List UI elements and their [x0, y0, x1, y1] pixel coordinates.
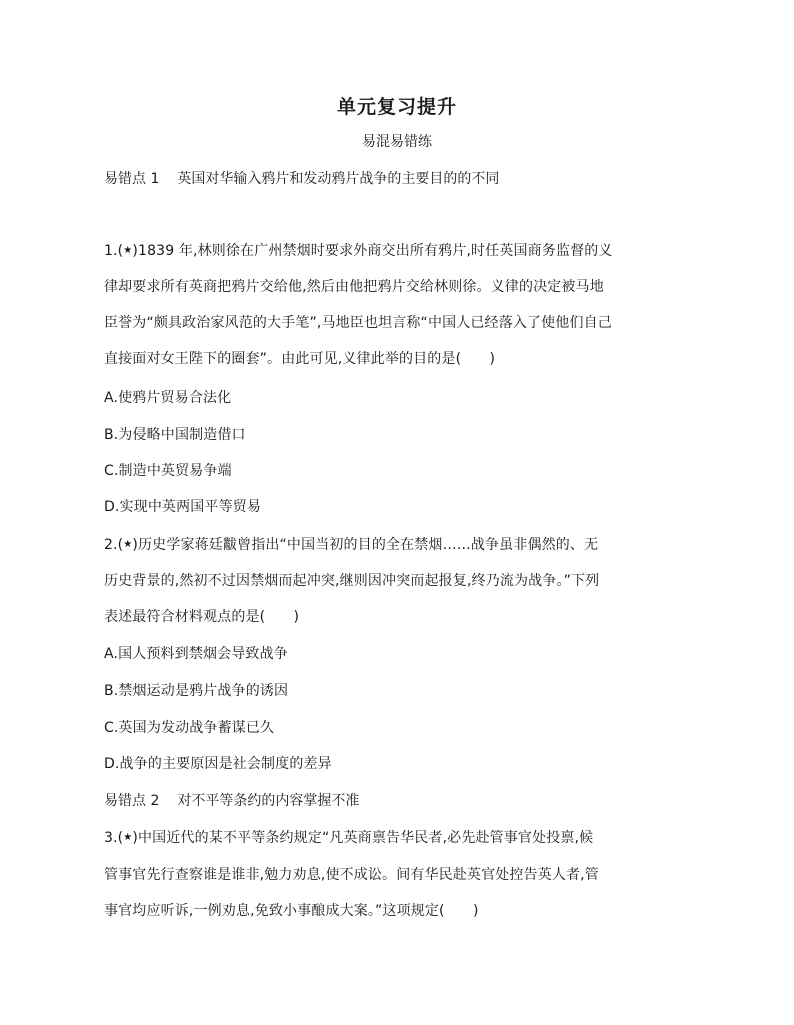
question-stem: )历史学家蒋廷黻曾指出“中国当初的目的全在禁烟……战争虽非偶然的、无	[132, 537, 599, 553]
question-2-line-2: 历史背景的,然初不过因禁烟而起冲突,继则因冲突而起报复,终乃流为战争。”下列	[104, 573, 600, 589]
question-2-line-1	[104, 534, 598, 554]
section-label: 易错点 2	[104, 793, 160, 809]
section-text: 对不平等条约的内容掌握不准	[177, 793, 360, 809]
question-stem: )中国近代的某不平等条约规定“凡英商禀告华民者,必先赴管事官处投禀,候	[132, 830, 594, 846]
question-1-line-2: 律却要求所有英商把鸦片交给他,然后由他把鸦片交给林则徐。义律的决定被马地	[104, 279, 604, 295]
question-3-line-1	[104, 827, 593, 847]
section-heading-1	[104, 168, 499, 188]
question-1-option-c: C.制造中英贸易争端	[104, 463, 232, 479]
question-2-option-c: C.英国为发动战争蓄谋已久	[104, 720, 275, 736]
question-stem: )1839 年,林则徐在广州禁烟时要求外商交出所有鸦片,时任英国商务监督的义	[132, 243, 613, 259]
section-heading-2	[104, 790, 359, 810]
question-1-option-a: A.使鸦片贸易合法化	[104, 390, 232, 406]
page-subtitle: 易混易错练	[362, 134, 432, 150]
question-2-line-3: 表述最符合材料观点的是( )	[104, 609, 300, 625]
question-1-line-1	[104, 240, 613, 260]
question-number: 3.(	[104, 830, 124, 846]
question-3-line-2: 管事官先行查察谁是谁非,勉力劝息,使不成讼。间有华民赴英官处控告英人者,管	[104, 867, 599, 883]
section-label: 易错点 1	[104, 171, 160, 187]
difficulty-star-icon: ★	[123, 245, 133, 256]
difficulty-star-icon: ★	[123, 832, 133, 843]
difficulty-star-icon: ★	[123, 539, 133, 550]
question-number: 2.(	[104, 537, 124, 553]
question-1-line-4: 直接面对女王陛下的圈套”。由此可见,义律此举的目的是( )	[104, 351, 496, 367]
section-text: 英国对华输入鸦片和发动鸦片战争的主要目的的不同	[177, 171, 500, 187]
question-number: 1.(	[104, 243, 124, 259]
question-1-option-d: D.实现中英两国平等贸易	[104, 499, 262, 515]
question-2-option-b: B.禁烟运动是鸦片战争的诱因	[104, 683, 289, 699]
question-2-option-d: D.战争的主要原因是社会制度的差异	[104, 756, 332, 772]
question-2-option-a: A.国人预料到禁烟会导致战争	[104, 646, 288, 662]
question-3-line-3: 事官均应听诉,一例劝息,免致小事酿成大案。”这项规定( )	[104, 903, 479, 919]
question-1-option-b: B.为侵略中国制造借口	[104, 427, 246, 443]
page-title: 单元复习提升	[336, 96, 457, 118]
question-1-line-3: 臣誉为“颇具政治家风范的大手笔”,马地臣也坦言称“中国人已经落入了使他们自己	[104, 315, 612, 331]
